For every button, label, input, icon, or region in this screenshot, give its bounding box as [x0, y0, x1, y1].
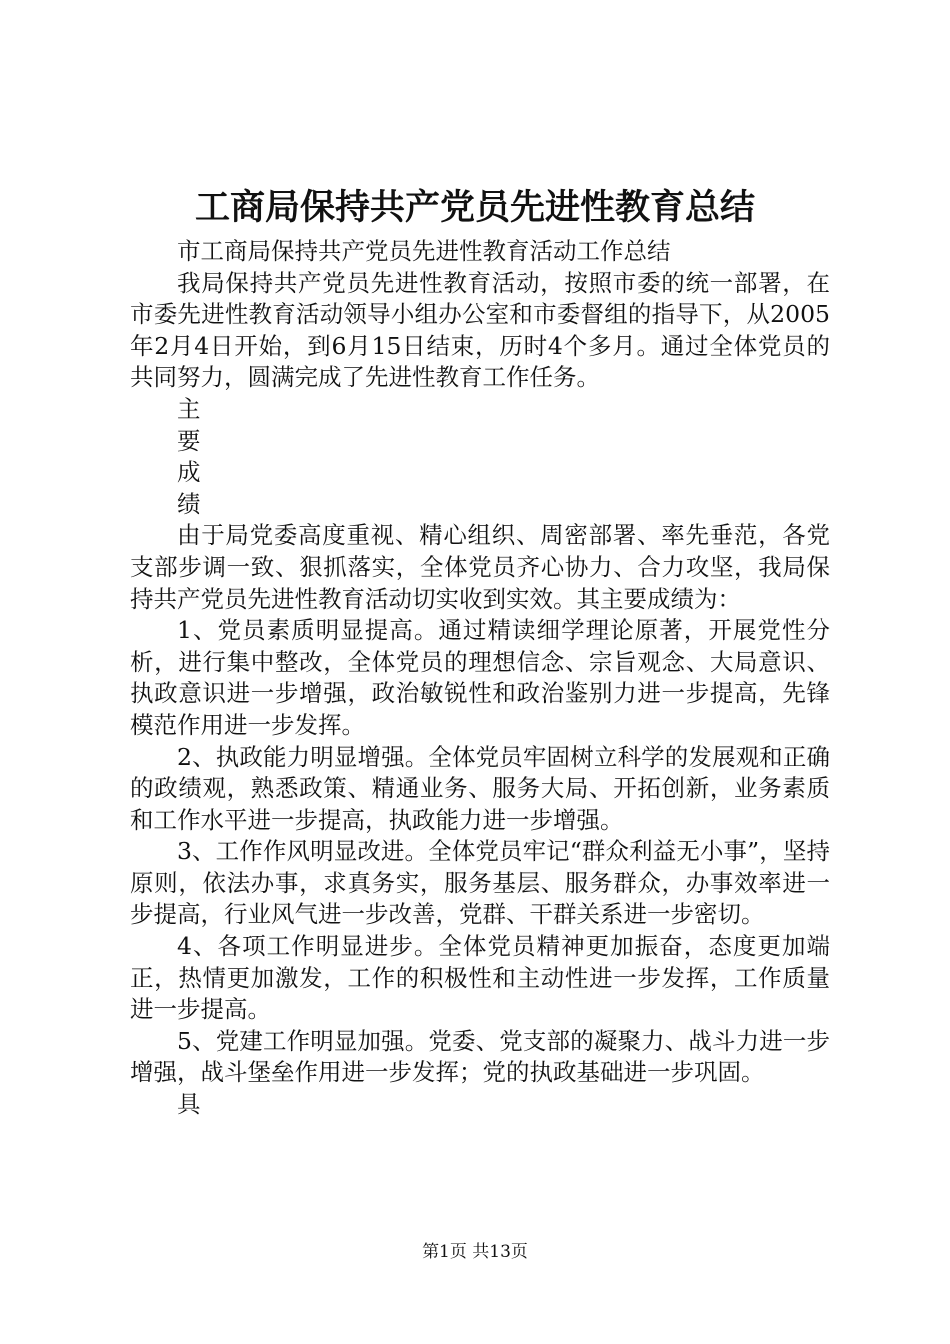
page-number: 第1页 共13页	[422, 1242, 528, 1262]
heading-char: 主	[177, 394, 201, 423]
achievement-item: 3、工作作风明显改进。全体党员牢记“群众利益无小事”，坚持原则，依法办事，求真务实，服务基层、服务群众，办事效率进一步提高，行业风气进一步改善，党群、干群关系进一步密切。	[130, 837, 830, 929]
subtitle-paragraph: 市工商局保持共产党员先进性教育活动工作总结	[177, 237, 671, 265]
heading-char: 要	[177, 426, 201, 455]
document-title: 工商局保持共产党员先进性教育总结	[194, 187, 755, 228]
heading-char: 绩	[177, 489, 201, 518]
achievement-item: 5、党建工作明显加强。党委、党支部的凝聚力、战斗力进一步增强，战斗堡垒作用进一步发挥；党的执政基础进一步巩固。	[130, 1026, 830, 1087]
heading-char: 成	[177, 458, 201, 487]
heading-char: 具	[177, 1090, 201, 1119]
document-body	[130, 236, 830, 1121]
intro-paragraph: 我局保持共产党员先进性教育活动，按照市委的统一部署，在市委先进性教育活动领导小组办公室和市委督组的指导下，从2005年2月4日开始，到6月15日结束，历时4个多月。通过全体党员的共同努力，圆满完成了先进性教育工作任务。	[130, 268, 830, 392]
achievement-item: 2、执政能力明显增强。全体党员牢固树立科学的发展观和正确的政绩观，熟悉政策、精通业务、服务大局、开拓创新，业务素质和工作水平进一步提高，执政能力进一步增强。	[130, 742, 830, 834]
achievement-item: 4、各项工作明显进步。全体党员精神更加振奋，态度更加端正，热情更加激发，工作的积极性和主动性进一步发挥，工作质量进一步提高。	[130, 932, 830, 1024]
achievement-item: 1、党员素质明显提高。通过精读细学理论原著，开展党性分析，进行集中整改，全体党员的理想信念、宗旨观念、大局意识、执政意识进一步增强，政治敏锐性和政治鉴别力进一步提高，先锋模范作用进一步发挥。	[130, 616, 830, 739]
summary-paragraph: 由于局党委高度重视、精心组织、周密部署、率先垂范，各党支部步调一致、狠抓落实，全体党员齐心协力、合力攻坚，我局保持共产党员先进性教育活动切实收到实效。其主要成绩为：	[130, 521, 830, 613]
